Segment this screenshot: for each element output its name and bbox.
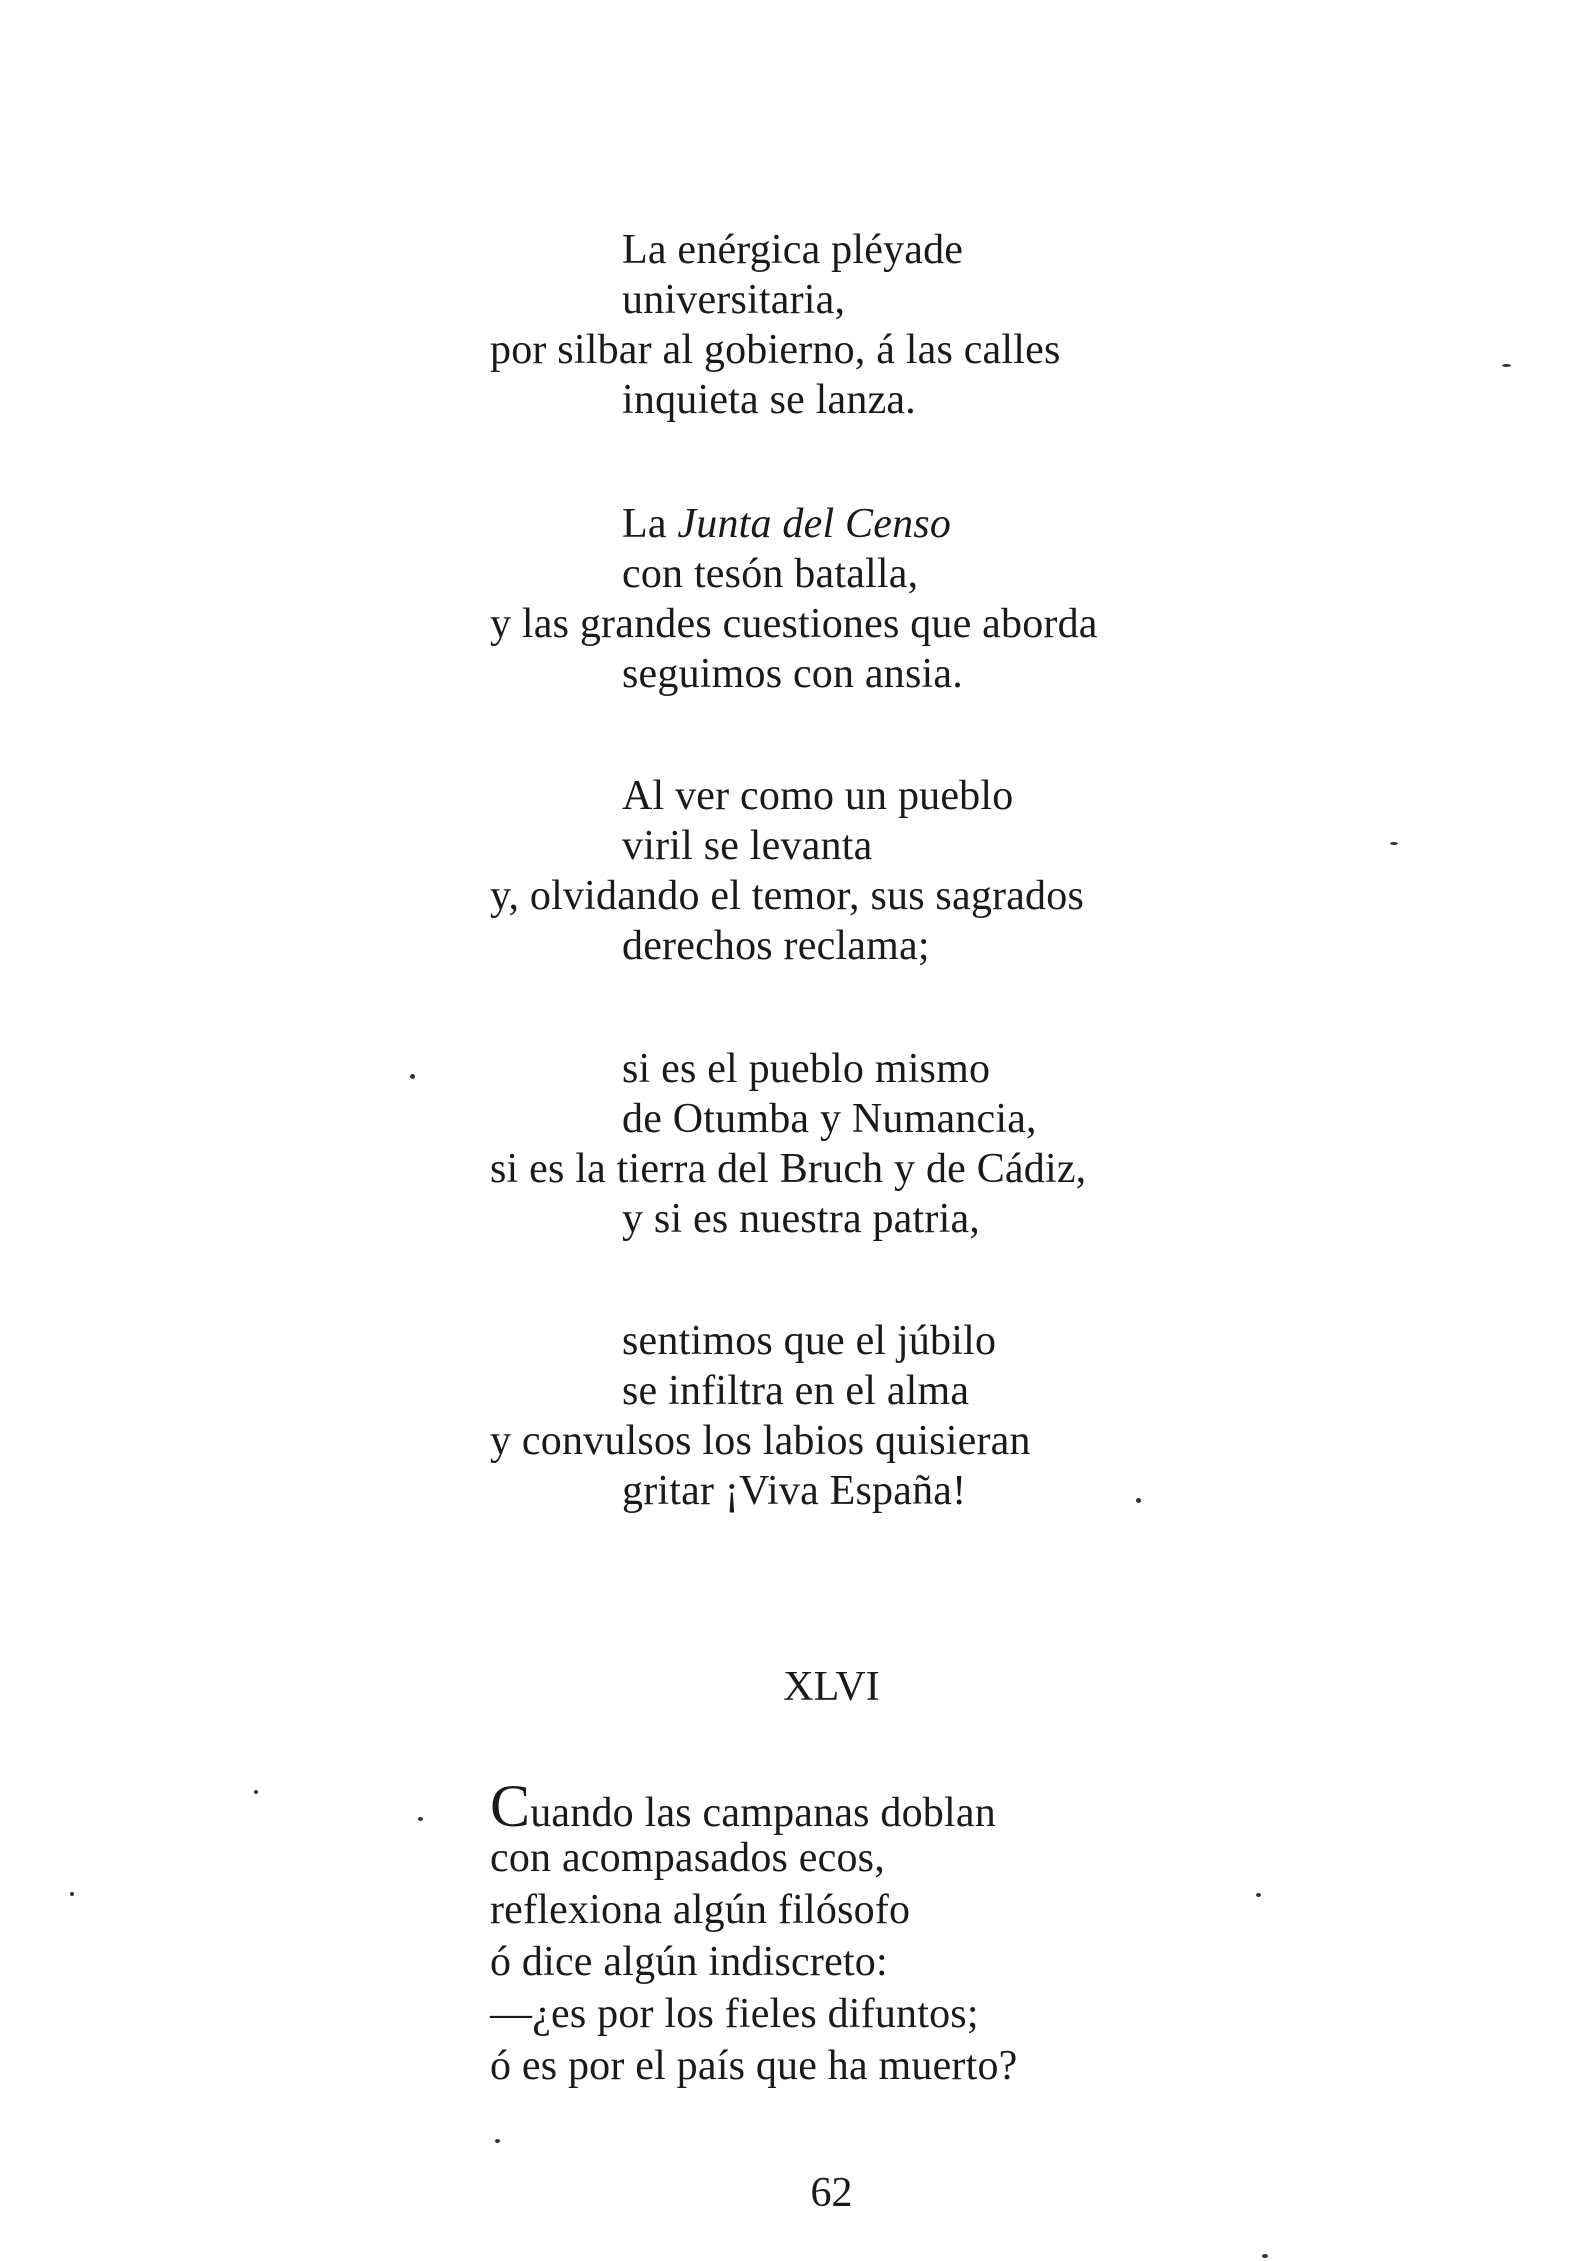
verse-line: inquieta se lanza.: [622, 377, 916, 423]
verse-line-rest: uando las campanas doblan: [530, 1790, 996, 1836]
verse-line-prefix: La: [622, 501, 678, 547]
section-title: XLVI: [783, 1664, 880, 1710]
scan-speck: [1502, 364, 1511, 367]
verse-line-first: [490, 1773, 1290, 1839]
verse-line: y si es nuestra patria,: [622, 1196, 980, 1242]
verse-line: sentimos que el júbilo: [622, 1318, 997, 1364]
verse-line: viril se levanta: [622, 823, 873, 869]
page-number: 62: [810, 2170, 853, 2216]
verse-line: Al ver como un pueblo: [622, 773, 1014, 819]
verse-line: reflexiona algún filósofo: [490, 1887, 911, 1933]
verse-line: con acompasados ecos,: [490, 1835, 885, 1881]
stanza-5: [490, 1316, 1290, 1516]
verse-line: [490, 499, 1290, 549]
verse-line: derechos reclama;: [622, 923, 930, 969]
verse-line: ó es por el país que ha muerto?: [490, 2043, 1018, 2089]
verse-line: seguimos con ansia.: [622, 651, 963, 697]
poem-xlvi: [490, 1773, 1290, 2092]
drop-cap: C: [490, 1773, 531, 1839]
verse-line: con tesón batalla,: [622, 551, 919, 597]
verse-line: y, olvidando el temor, sus sagrados: [490, 873, 1084, 919]
stanza-1: [490, 225, 1290, 425]
scan-speck: [1262, 2254, 1268, 2258]
italic-title: Junta del Censo: [677, 501, 952, 547]
scan-speck: [70, 1892, 74, 1896]
stanza-2: [490, 499, 1290, 699]
scan-speck: [418, 1817, 423, 1821]
verse-line: ó dice algún indiscreto:: [490, 1939, 888, 1985]
verse-line: y las grandes cuestiones que aborda: [490, 601, 1098, 647]
verse-line: por silbar al gobierno, á las calles: [490, 327, 1061, 373]
verse-line: si es el pueblo mismo: [622, 1046, 991, 1092]
scan-speck: [1256, 1893, 1261, 1897]
scan-speck: [495, 2139, 500, 2143]
verse-line: y convulsos los labios quisieran: [490, 1418, 1031, 1464]
verse-line: si es la tierra del Bruch y de Cádiz,: [490, 1146, 1087, 1192]
verse-line: —¿es por los fieles difuntos;: [490, 1991, 979, 2037]
verse-line: universitaria,: [622, 277, 846, 323]
stanza-4: [490, 1044, 1290, 1244]
stanza-3: [490, 771, 1290, 971]
scan-speck: [410, 1074, 415, 1079]
verse-line: gritar ¡Viva España!: [622, 1468, 967, 1514]
scan-speck: [1390, 842, 1398, 845]
scan-speck: [254, 1790, 258, 1794]
verse-line: de Otumba y Numancia,: [622, 1096, 1037, 1142]
scan-speck: [1136, 1498, 1141, 1503]
verse-line: se infiltra en el alma: [622, 1368, 970, 1414]
verse-line: La enérgica pléyade: [622, 227, 964, 273]
